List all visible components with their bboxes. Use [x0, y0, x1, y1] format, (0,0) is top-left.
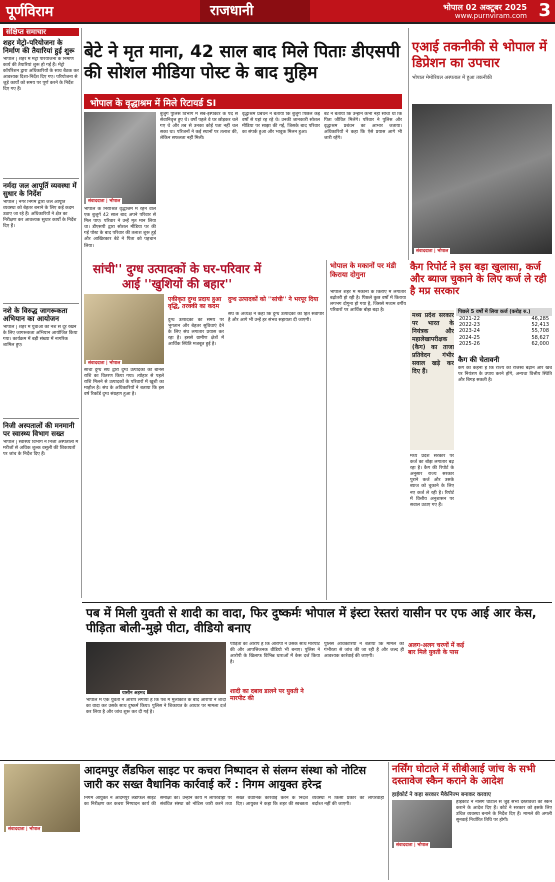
lead-photo: [84, 112, 156, 204]
landfill-caption: संवाददाता | भोपाल: [8, 827, 41, 832]
dateline: भोपाल 02 अक्टूबर 2025: [443, 3, 527, 12]
brief-title: शहर मेट्रो-परियोजना के निर्माण की तैयारियां हुई शुरू: [3, 39, 75, 55]
sanchi-body-1: सांची दुग्ध संघ द्वारा दुग्ध उत्पादकों को बोनस राशि का वितरण किया गया। त्योहार से पहले राशि मिलने से उत्पादकों के परिवारों में खुशी का माहौल है। संघ के अधिकारियों ने बताया कि इस वर्ष रिकॉर्ड दुग्ध संग्रहण हुआ है।: [84, 368, 164, 398]
nursing-headline: नर्सिंग घोटाले में सीबीआई जांच के सभी दस्तावेज स्कैन कराने के आदेश: [392, 764, 536, 787]
landfill-headline: आदमपुर लैंडफिल साइट पर कचरा निष्पादन से संलग्न संस्था को नोटिस जारी कर सख्त वैधानिक कार्रवाई करें : निगम आयुक्त हरेन्द्र: [84, 764, 367, 791]
table-cell-value: 52,413: [531, 322, 549, 329]
ai-caption: संवाददाता | भोपाल: [416, 249, 449, 254]
lead-caption: संवाददाता | भोपाल: [88, 199, 121, 204]
brief-title: नशे के विरुद्ध जागरूकता अभियान का आयोजन: [3, 307, 68, 323]
ai-headline: एआई तकनीकी से भोपाल में डिप्रेशन का उपचार: [412, 40, 547, 71]
section-rule: [82, 602, 552, 603]
ai-story: [412, 40, 552, 81]
landfill-body: निगम आयुक्त ने आदमपुर लैंडफिल साइट का निरीक्षण कर कचरा निष्पादन कार्य की समीक्षा की। उन्होंने कार्य में लापरवाही पर संबंधित संस्था को नोटिस जारी करने तथा सख्त वैधानिक कार्रवाई करने के निर्देश दिए। आयुक्त ने कहा कि शहर की स्वच्छता व्यवस्था में किसी प्रकार की लापरवाही बर्दाश्त नहीं की जाएगी।: [84, 796, 384, 808]
table-cell-value: 58,627: [531, 334, 549, 341]
cag-body-1: मध्य प्रदेश सरकार पर कर्ज का बोझ लगातार बढ़ रहा है। कैग की रिपोर्ट के अनुसार राज्य सरकार पुराने कर्ज और उसके ब्याज को चुकाने के लिए नए कर्ज ले रही है। रिपोर्ट में वित्तीय अनुशासन पर सवाल उठाए गए हैं।: [410, 454, 454, 508]
brief-body: भोपाल | स्वास्थ्य विभाग ने निजी अस्पतालों में मरीजों से अधिक शुल्क वसूली की शिकायतों पर जांच के निर्देश दिए हैं।: [3, 440, 79, 457]
brief-title: नर्मदा जल आपूर्ति व्यवस्था में सुधार के निर्देश: [3, 182, 77, 198]
lead-body-2: बुजुर्ग पुलिस विभाग में सब-इंस्पेक्टर के पद से सेवानिवृत्त हुए थे। वर्षों पहले वे घर छोड़कर चले गए थे और तब से उनका कोई पता नहीं चल सका था। परिजनों ने कई स्थानों पर तलाश की, लेकिन सफलता नहीं मिली।: [160, 112, 238, 142]
column-rule: [388, 762, 389, 880]
divider: [3, 303, 79, 304]
nursing-photo: [392, 800, 452, 848]
sanchi-subhead-2: दुग्ध उत्पादकों को ''सांची'' ने भरपूर दिया: [228, 296, 319, 303]
masthead-rule: [0, 22, 555, 24]
brief-body: भोपाल | शहर में मेट्रो परियोजना के निर्माण कार्य की तैयारियां शुरू हो गई हैं। मेट्रो कॉर्पोरेशन द्वारा अधिकारियों के साथ बैठक कर आवश्यक दिशा-निर्देश दिए गए। परियोजना से जुड़े कार्यों को समय पर पूर्ण करने के निर्देश दिए गए हैं।: [3, 57, 79, 92]
brief-item: [3, 39, 79, 175]
nursing-caption: संवाददाता | भोपाल: [396, 843, 429, 848]
table-cell-value: 46,285: [531, 316, 549, 322]
brief-item: [3, 422, 79, 520]
crime-body-1: भोपाल में एक युवती ने आरोप लगाया है कि पब में मुलाकात के बाद आरोपी ने शादी का वादा कर उसके साथ दुष्कर्म किया। पुलिस ने शिकायत के आधार पर मामला दर्ज कर लिया है और जांच शुरू कर दी गई है।: [86, 698, 226, 716]
sanchi-body-2: दुग्ध उत्पादकों को समय पर भुगतान और बेहतर सुविधाएं देने के लिए संघ लगातार प्रयास कर रहा है। इससे ग्रामीण क्षेत्रों में आर्थिक स्थिति मजबूत हुई है।: [168, 318, 224, 348]
table-cell-year: 2023-24: [459, 328, 480, 335]
rent-body: भोपाल शहर में मकानों के किराए में लगातार बढ़ोतरी हो रही है। पिछले कुछ वर्षों में किराया लगभग दोगुना हो गया है, जिससे मध्यम वर्गीय परिवारों पर आर्थिक बोझ बढ़ा है।: [330, 290, 406, 314]
lead-headline: बेटे ने मृत माना, 42 साल बाद मिले पिताः डीएसपी की सोशल मीडिया पोस्ट के बाद मुहिम: [84, 42, 401, 83]
table-cell-year: 2024-25: [459, 334, 480, 341]
masthead: [0, 0, 555, 36]
section-rule: [0, 760, 555, 761]
brief-body: भोपाल | शहर में युवाओं को नशे से दूर रखने के लिए जागरूकता अभियान आयोजित किया गया। कार्यक्रम में बड़ी संख्या में नागरिक शामिल हुए।: [3, 325, 78, 348]
table-cell-year: 2025-26: [459, 340, 480, 347]
cag-highlight: मध्य प्रदेश सरकार पर भारत के नियंत्रक और महालेखापरीक्षक (कैग) का ताजा प्रतिवेदन गंभीर सवाल खड़े कर दिए हैं।: [412, 312, 454, 375]
sidebar-briefs: [3, 28, 79, 598]
nursing-subhead: हाईकोर्ट ने कहा सरकार मैकेनिज्म बनाकर करवाए: [392, 792, 491, 798]
ai-photo: [412, 104, 552, 254]
table-row: [456, 341, 552, 347]
table-cell-year: 2021-22: [459, 316, 480, 322]
sidebar-label: संक्षिप्त समाचार: [3, 28, 79, 36]
column-rule: [408, 28, 409, 260]
landfill-photo: [4, 764, 80, 832]
lead-body-3: वृद्धाश्रम प्रबंधन ने बताया कि बुजुर्ग पिछले कई वर्षों से यहां रह रहे थे। उनकी जानकारी सोशल मीडिया पर साझा की गई, जिसके बाद परिवार का संपर्क हुआ और भावुक मिलन हुआ।: [242, 112, 320, 136]
brief-item: [3, 182, 79, 300]
divider: [3, 418, 79, 419]
sanchi-caption: संवाददाता | भोपाल: [88, 361, 121, 366]
crime-headline: पब में मिली युवती से शादी का वादा, फिर दुष्कर्मः भोपाल में इंस्टा रेस्तरां यासीन पर एफ आई आर केस, पीड़िता बोली-मुझे पीटा, वीडियो बनाए: [86, 606, 537, 635]
crime-body-3: पुलिस अधिकारियों ने बताया कि मामले की गंभीरता से जांच की जा रही है और जल्द ही आवश्यक कार्रवाई की जाएगी।: [324, 642, 404, 660]
brand-logo: पूर्णविराम: [6, 4, 54, 20]
section-title: राजधानी: [210, 3, 254, 19]
brief-body: भोपाल | नगर निगम द्वारा जल आपूर्ति व्यवस्था को बेहतर बनाने के लिए कई कदम उठाए जा रहे हैं। अधिकारियों ने क्षेत्र का निरीक्षण कर आवश्यक सुधार कार्यों के निर्देश दिए हैं।: [3, 200, 77, 229]
brief-item: [3, 307, 79, 415]
sanchi-photo: [84, 294, 164, 364]
nursing-body: हाईकोर्ट ने नर्सिंग घोटाले से जुड़े सभी दस्तावेजों को स्कैन कराने के आदेश दिए हैं। कोर्ट ने सरकार को इसके लिए उचित व्यवस्था बनाने के निर्देश दिए हैं। मामले की अगली सुनवाई निर्धारित तिथि पर होगी।: [456, 800, 552, 824]
table-header: पिछले 5 वर्षों में लिया कर्ज (करोड़ रु.): [456, 308, 552, 316]
crime-subhead-2: अलग-अलग चरणों में कई बार मिले युवती के पास: [408, 642, 465, 656]
lead-body-4: बेटे ने बताया कि उन्होंने कभी नहीं सोचा था कि पिता जीवित मिलेंगे। परिवार ने पुलिस और वृद्धाश्रम प्रबंधन का आभार जताया। अधिकारियों ने कहा कि ऐसे प्रयास आगे भी जारी रहेंगे।: [324, 112, 402, 142]
sanchi-headline: सांची'' दुग्ध उत्पादकों के घर-परिवार में आई ''खुशियों की बहार'': [92, 262, 262, 291]
column-rule: [326, 260, 327, 600]
page-number: 3: [538, 0, 551, 21]
sanchi-body-3: संघ के अध्यक्ष ने कहा कि दुग्ध उत्पादकों का हित सर्वोपरि है और आगे भी उन्हें हर संभव सहायता दी जाएगी।: [228, 312, 324, 324]
website: www.purnviram.com: [454, 12, 527, 20]
crime-body-2: पीड़िता का आरोप है कि आरोपी ने उसके साथ मारपीट की और आपत्तिजनक वीडियो भी बनाए। पुलिस ने आरोपी के खिलाफ विभिन्न धाराओं में केस दर्ज किया है।: [230, 642, 320, 666]
table-cell-year: 2022-23: [459, 322, 480, 329]
cag-headline: कैग रिपोर्ट ने इस बड़ा खुलासा, कर्ज और ब्याज चुकाने के लिए कर्ज ले रही है मप्र सरकार: [410, 262, 547, 297]
cag-table: [456, 308, 552, 347]
sanchi-subhead: एकीकृत दुग्ध प्रदाय हुआ वृद्धि, तरक्की का कदम: [168, 296, 222, 310]
lead-body-1: भोपाल के निराश्रित वृद्धाश्रम में रहने वाले एक बुजुर्ग 42 साल बाद अपने परिवार से मिल पाए। परिवार ने उन्हें मृत मान लिया था। डीएसपी द्वारा सोशल मीडिया पर की गई पोस्ट के बाद परिवार की तलाश शुरू हुई और आखिरकार बेटे ने पिता को पहचान लिया।: [84, 207, 156, 249]
table-cell-value: 62,000: [531, 340, 549, 347]
divider: [3, 178, 79, 179]
cag-subhead: कैग की चेतावनी: [458, 356, 500, 364]
crime-subhead: शादी का दबाव डालने पर युवती ने मारपीट की: [230, 688, 304, 702]
column-rule: [81, 28, 82, 598]
rent-headline: भोपाल के मकानों पर मंडी किराया दोगुना: [330, 262, 397, 279]
ai-subhead: भोपाल मेमोरियल अस्पताल में हुआ तकनीकी: [412, 75, 492, 81]
table-cell-value: 55,708: [531, 328, 549, 335]
brief-title: निजी अस्पतालों की मनमानी पर स्वास्थ्य विभाग सख्त: [3, 422, 75, 438]
crime-photo: [86, 642, 226, 694]
cag-body-2: कैग का कहना है कि राज्य को राजस्व बढ़ाने और खर्च पर नियंत्रण के उपाय करने होंगे, अन्यथा वित्तीय स्थिति और बिगड़ सकती है।: [458, 366, 552, 384]
crime-caption: यासीन अहमद: [122, 691, 145, 696]
lead-band: भोपाल के वृद्धाश्रम में मिले रिटायर्ड SI: [84, 94, 402, 109]
